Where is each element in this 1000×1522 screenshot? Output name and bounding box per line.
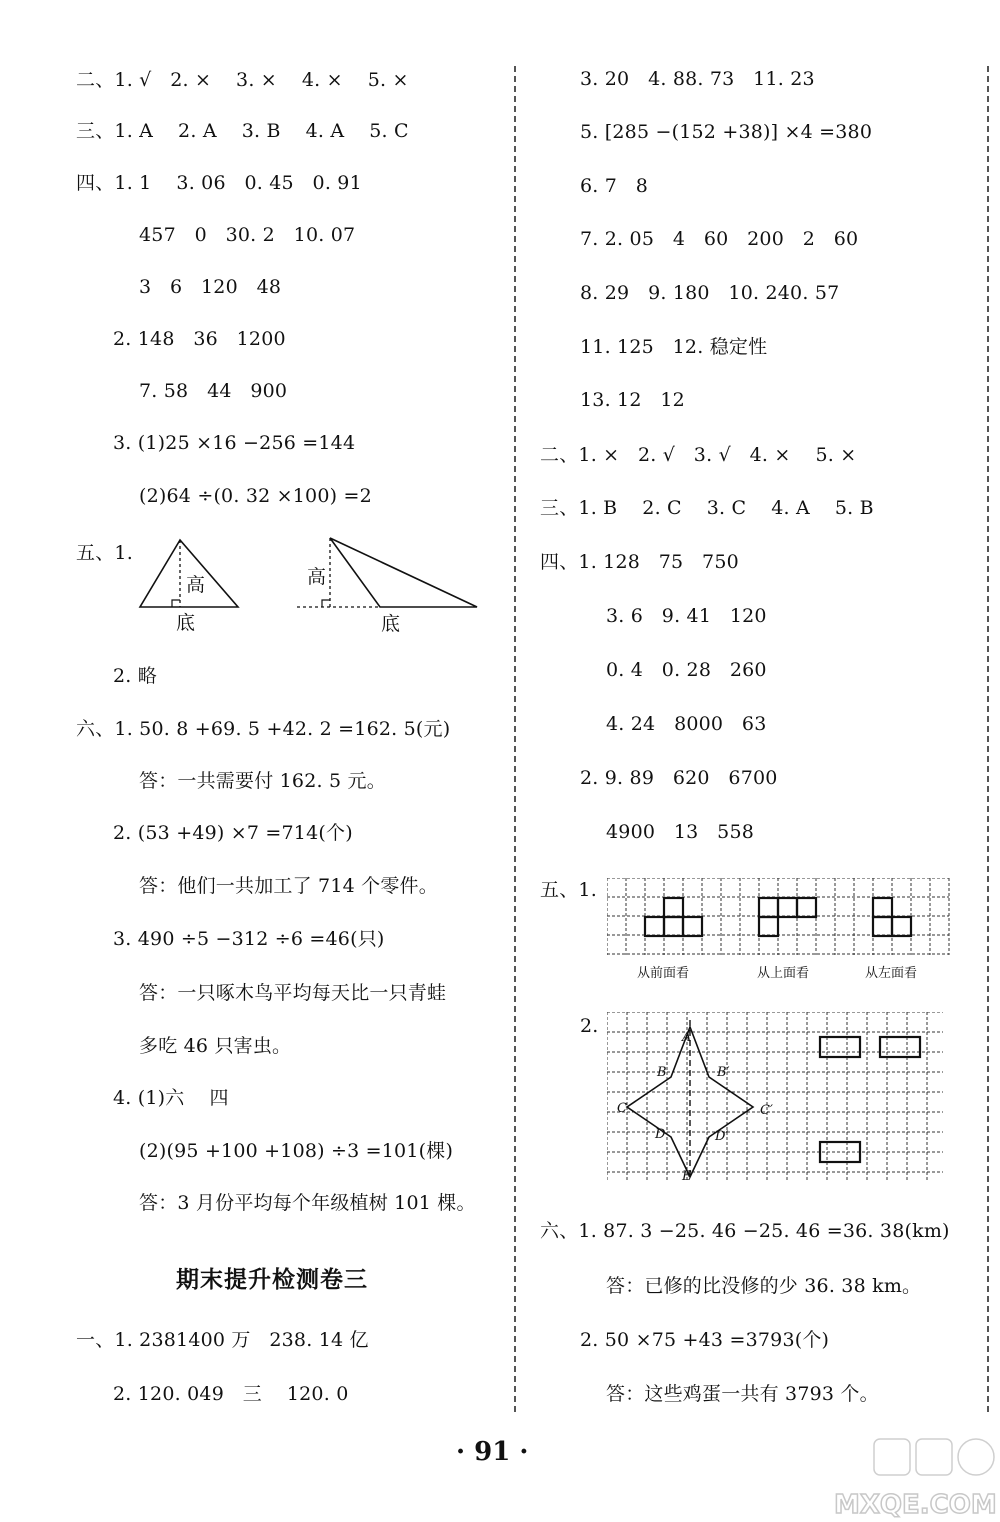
right-line-21: 答：这些鸡蛋一共有 3793 个。: [606, 1383, 879, 1405]
right-line-4: 7. 2. 05 4 60 200 2 60: [580, 228, 859, 250]
right-line-16: 五、1.: [540, 879, 597, 901]
left-line-21: 答：3 月份平均每个年级植树 101 棵。: [139, 1192, 476, 1214]
three-views-figure: [607, 878, 950, 958]
point-D-label: D: [655, 1127, 666, 1142]
symmetry-figure: [607, 1012, 945, 1188]
left-after-title-2: 2. 120. 049 三 120. 0: [113, 1383, 349, 1405]
page-number: · 91 ·: [456, 1437, 529, 1467]
left-view-shape: [873, 898, 911, 936]
point-C2-label: C′: [760, 1103, 773, 1118]
right-line-17: 2.: [580, 1015, 599, 1037]
point-A-label: A: [682, 1030, 692, 1045]
point-E-label: E: [682, 1169, 692, 1184]
right-line-8: 二、1. × 2. √ 3. √ 4. × 5. ×: [540, 444, 857, 466]
left-line-8: 3. (1)25 ×16 −256 =144: [113, 432, 356, 454]
right-line-19: 答：已修的比没修的少 36. 38 km。: [606, 1275, 922, 1297]
point-D2-label: D′: [715, 1129, 729, 1144]
right-line-2: 5. [285 −(152 +38)] ×4 =380: [580, 121, 873, 143]
watermark-box-1: [874, 1439, 910, 1475]
left-line-18: 多吃 46 只害虫。: [139, 1035, 292, 1057]
right-angle-mark-2: [322, 600, 330, 607]
right-line-14: 2. 9. 89 620 6700: [580, 767, 778, 789]
left-line-16: 3. 490 ÷5 −312 ÷6 =46(只): [113, 928, 385, 950]
right-line-20: 2. 50 ×75 +43 =3793(个): [580, 1329, 830, 1351]
right-line-11: 3. 6 9. 41 120: [606, 605, 767, 627]
triangle-2: [330, 538, 477, 607]
right-line-13: 4. 24 8000 63: [606, 713, 767, 735]
left-view-label: 从左面看: [865, 966, 918, 981]
left-line-1: 二、1. √ 2. × 3. × 4. × 5. ×: [76, 69, 409, 91]
right-margin-rule: [987, 66, 989, 1412]
column-divider: [514, 66, 516, 1412]
rect-shape-2: [880, 1037, 920, 1057]
right-line-10: 四、1. 128 75 750: [540, 551, 739, 573]
triangle-1-base-label: 底: [176, 612, 196, 634]
point-B-label: B: [657, 1065, 667, 1080]
left-line-15: 答：他们一共加工了 714 个零件。: [139, 875, 438, 897]
left-line-2: 三、1. A 2. A 3. B 4. A 5. C: [76, 120, 409, 142]
left-line-20: (2)(95 +100 +108) ÷3 =101(棵): [139, 1140, 454, 1162]
watermark-circle: [958, 1439, 994, 1475]
watermark-text: MXQE.COM: [834, 1490, 997, 1520]
watermark-box-2: [916, 1439, 952, 1475]
rect-shape-1: [820, 1037, 860, 1057]
top-view-label: 从上面看: [757, 966, 810, 981]
right-line-3: 6. 7 8: [580, 175, 649, 197]
left-line-10: 五、1.: [76, 542, 133, 564]
section-title: 期末提升检测卷三: [176, 1267, 368, 1293]
left-line-13: 答：一共需要付 162. 5 元。: [139, 770, 386, 792]
left-line-4: 457 0 30. 2 10. 07: [139, 224, 356, 246]
triangle-1-height-label: 高: [186, 574, 206, 596]
triangle-2-base-label: 底: [381, 613, 401, 635]
front-view-shape: [645, 898, 702, 936]
left-line-11: 2. 略: [113, 665, 157, 687]
right-line-12: 0. 4 0. 28 260: [606, 659, 767, 681]
left-line-14: 2. (53 +49) ×7 =714(个): [113, 822, 353, 844]
left-line-19: 4. (1)六 四: [113, 1087, 229, 1109]
left-line-17: 答：一只啄木鸟平均每天比一只青蛙: [139, 982, 447, 1004]
right-line-1: 3. 20 4. 88. 73 11. 23: [580, 68, 815, 90]
left-line-12: 六、1. 50. 8 +69. 5 +42. 2 =162. 5(元): [76, 718, 451, 740]
top-view-shape: [759, 898, 816, 936]
right-line-6: 11. 125 12. 稳定性: [580, 336, 768, 358]
point-B2-label: B′: [717, 1065, 730, 1080]
left-after-title-1: 一、1. 2381400 万 238. 14 亿: [76, 1329, 369, 1351]
right-line-5: 8. 29 9. 180 10. 240. 57: [580, 282, 840, 304]
front-view-label: 从前面看: [637, 966, 690, 981]
watermark-logo: [830, 1435, 1000, 1522]
right-angle-mark-1: [172, 600, 180, 607]
left-line-7: 7. 58 44 900: [139, 380, 288, 402]
left-line-6: 2. 148 36 1200: [113, 328, 286, 350]
triangle-2-height-label: 高: [307, 566, 327, 588]
point-C-label: C: [617, 1101, 627, 1116]
left-line-5: 3 6 120 48: [139, 276, 282, 298]
right-line-15: 4900 13 558: [606, 821, 755, 843]
left-line-9: (2)64 ÷(0. 32 ×100) =2: [139, 485, 372, 507]
right-line-9: 三、1. B 2. C 3. C 4. A 5. B: [540, 497, 874, 519]
right-line-18: 六、1. 87. 3 −25. 46 −25. 46 =36. 38(km): [540, 1220, 950, 1242]
left-line-3: 四、1. 1 3. 06 0. 45 0. 91: [76, 172, 362, 194]
right-line-7: 13. 12 12: [580, 389, 685, 411]
